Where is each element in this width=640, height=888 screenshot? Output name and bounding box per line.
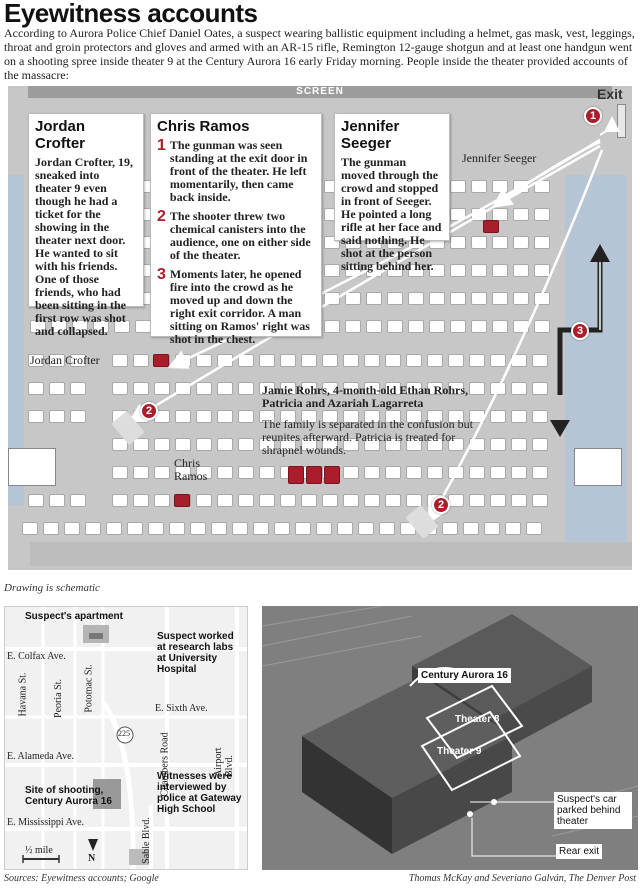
- seat: [492, 292, 508, 305]
- seat: [22, 522, 38, 535]
- seat: [345, 292, 361, 305]
- marker-3: 3: [571, 322, 589, 340]
- seat: [513, 180, 529, 193]
- seat: [112, 494, 128, 507]
- seat: [364, 354, 380, 367]
- seat: [196, 354, 212, 367]
- seat: [450, 264, 466, 277]
- seat: [511, 382, 527, 395]
- seat: [532, 410, 548, 423]
- highlighted-seat: [174, 494, 190, 507]
- seat: [324, 320, 340, 333]
- seat: [534, 320, 550, 333]
- seat: [532, 494, 548, 507]
- seat: [513, 320, 529, 333]
- highlighted-seat: [324, 466, 340, 484]
- ramos-item-text: The gunman was seen standing at the exit door in front of the theater. He left momentarily, then came back inside.: [169, 138, 308, 204]
- ramos-item-1: [157, 139, 315, 204]
- seat: [196, 494, 212, 507]
- seat: [511, 438, 527, 451]
- ramos-item-text: Moments later, he opened fire into the crowd as he moved up and down the right exit corridor. A man sitting on Ramos' right was shot in the chest.: [169, 267, 310, 346]
- tag-theater-9: Theater 9: [437, 746, 482, 757]
- seat: [490, 354, 506, 367]
- label-ramos-seat-1: Chris: [174, 456, 201, 470]
- seat: [280, 354, 296, 367]
- street-mississippi: E. Mississippi Ave.: [7, 817, 85, 828]
- seat: [301, 354, 317, 367]
- seat: [343, 466, 359, 479]
- ramos-item-number: 3: [157, 266, 166, 283]
- seat: [511, 354, 527, 367]
- ramos-item-number: 2: [157, 208, 166, 225]
- tag-century-aurora: Century Aurora 16: [418, 668, 511, 683]
- seat: [448, 494, 464, 507]
- seat: [337, 522, 353, 535]
- aerial-photo: [262, 606, 638, 870]
- street-chambers: Chambers Road: [159, 732, 171, 797]
- seat: [511, 466, 527, 479]
- seat: [463, 522, 479, 535]
- intro-text: According to Aurora Police Chief Daniel Oates, a suspect wearing ballistic equipment including a helmet, gas mask, vest, leggings, throat and groin protectors and gloves and armed with an AR-15 rifle, Remington 12-gauge shotgun and at least one handgun went on a shooting spree inside theater 9 at the Century Aurora 16 early Friday morning. People inside the theater provided accounts of the massacre:: [4, 26, 635, 82]
- seat: [450, 236, 466, 249]
- seat: [366, 292, 382, 305]
- seat: [196, 438, 212, 451]
- seat: [49, 410, 65, 423]
- left-side-box: [8, 448, 56, 486]
- seat: [135, 320, 151, 333]
- seat: [28, 494, 44, 507]
- panel-chris-ramos: [150, 113, 322, 346]
- seat: [469, 354, 485, 367]
- seat: [43, 522, 59, 535]
- ramos-item-number: 1: [157, 137, 166, 154]
- seat: [112, 354, 128, 367]
- seat: [532, 466, 548, 479]
- seat: [534, 236, 550, 249]
- seat: [106, 522, 122, 535]
- highlighted-seat: [288, 466, 304, 484]
- map-scale: ½ mile: [25, 845, 53, 856]
- ramos-item-text: The shooter threw two chemical canisters into the audience, one on either side of the theater.: [169, 209, 311, 262]
- seat: [343, 494, 359, 507]
- seat: [471, 236, 487, 249]
- seat: [238, 438, 254, 451]
- street-sable: Sable Blvd.: [140, 817, 152, 864]
- seat: [190, 522, 206, 535]
- seat: [232, 522, 248, 535]
- marker-2-left: 2: [140, 402, 158, 420]
- seat: [70, 410, 86, 423]
- label-family-account: The family is separated in the confusion but reunites afterward. Patricia is treated for shrapnel wounds.: [262, 417, 473, 457]
- seat: [259, 354, 275, 367]
- seat: [154, 438, 170, 451]
- seat: [366, 320, 382, 333]
- street-alameda: E. Alameda Ave.: [7, 751, 75, 762]
- seat: [385, 466, 401, 479]
- seat: [112, 382, 128, 395]
- seat: [513, 264, 529, 277]
- tag-theater-8: Theater 8: [455, 714, 500, 725]
- highlighted-seat: [153, 354, 169, 367]
- seat: [534, 292, 550, 305]
- callout-apartment: Suspect's apartment: [25, 611, 123, 622]
- highlighted-seat: [483, 220, 499, 233]
- seat: [408, 320, 424, 333]
- seat: [450, 180, 466, 193]
- seat: [64, 522, 80, 535]
- street-sixth: E. Sixth Ave.: [155, 703, 208, 714]
- aerial-buildings: [262, 606, 638, 870]
- seat: [154, 494, 170, 507]
- seat: [471, 264, 487, 277]
- callout-site: Site of shooting, Century Aurora 16: [25, 785, 112, 807]
- seat: [450, 208, 466, 221]
- seat: [492, 320, 508, 333]
- street-potomac: Potomac St.: [83, 664, 95, 713]
- seat: [70, 382, 86, 395]
- seat: [238, 382, 254, 395]
- seat: [253, 522, 269, 535]
- seeger-account: The gunman moved through the crowd and stopped in front of Seeger. He pointed a long rifle at her face and said nothing. He shot at the person sitting behind her.: [341, 155, 442, 273]
- label-family-names: Jamie Rohrs, 4-month-old Ethan Rohrs, Patricia and Azariah Lagarreta: [262, 383, 469, 410]
- seat: [490, 438, 506, 451]
- seeger-name: Jennifer Seeger: [341, 118, 400, 152]
- seat: [49, 494, 65, 507]
- seat: [471, 320, 487, 333]
- seat: [429, 292, 445, 305]
- seat: [387, 320, 403, 333]
- seat: [343, 354, 359, 367]
- crofter-account: Jordan Crofter, 19, sneaked into theater 9 even though he had a ticket for the showing in the theater next door. He wanted to sit with his friends. One of those friends, who had been sitting in the first row was shot and collapsed.: [35, 155, 133, 338]
- seat: [364, 466, 380, 479]
- seat: [469, 466, 485, 479]
- seat: [238, 410, 254, 423]
- seat: [513, 208, 529, 221]
- right-side-box: [574, 448, 622, 486]
- seat: [505, 522, 521, 535]
- seat: [427, 466, 443, 479]
- seat: [217, 354, 233, 367]
- seat: [28, 410, 44, 423]
- screen-bar: SCREEN: [28, 86, 612, 98]
- seat: [112, 466, 128, 479]
- callout-labs: Suspect worked at research labs at University Hospital: [157, 631, 234, 675]
- north-arrow: N: [88, 853, 96, 864]
- seat: [511, 410, 527, 423]
- ramos-item-2: [157, 210, 315, 262]
- seat: [196, 382, 212, 395]
- seat: [49, 382, 65, 395]
- seat: [169, 522, 185, 535]
- seat: [211, 522, 227, 535]
- credit: Thomas McKay and Severiano Galván, The Denver Post: [408, 873, 636, 884]
- street-airport: Airport Blvd.: [213, 747, 235, 777]
- seat: [385, 354, 401, 367]
- label-ramos-seat-2: Ramos: [174, 469, 208, 483]
- ramos-item-3: [157, 268, 315, 346]
- page-title: Eyewitness accounts: [4, 0, 258, 28]
- seat: [274, 522, 290, 535]
- seat: [358, 522, 374, 535]
- seat: [324, 264, 340, 277]
- seat: [408, 292, 424, 305]
- label-crofter-seat: Jordan Crofter: [30, 353, 100, 367]
- seat: [448, 354, 464, 367]
- seat: [324, 292, 340, 305]
- seat: [513, 292, 529, 305]
- seat: [406, 354, 422, 367]
- seat: [471, 292, 487, 305]
- seat: [490, 410, 506, 423]
- seat: [196, 410, 212, 423]
- seat: [154, 382, 170, 395]
- seat: [217, 494, 233, 507]
- seat: [70, 494, 86, 507]
- tag-suspects-car: Suspect's car parked behind theater: [554, 792, 632, 829]
- seat: [534, 264, 550, 277]
- seat: [133, 382, 149, 395]
- seat: [429, 320, 445, 333]
- seat: [492, 180, 508, 193]
- seat: [511, 494, 527, 507]
- seat: [492, 236, 508, 249]
- street-colfax: E. Colfax Ave.: [7, 651, 66, 662]
- seat: [175, 354, 191, 367]
- seat: [28, 382, 44, 395]
- seat: [484, 522, 500, 535]
- seat: [406, 466, 422, 479]
- marker-1: 1: [584, 107, 602, 125]
- marker-2-right: 2: [432, 496, 450, 514]
- seat: [379, 522, 395, 535]
- seat: [490, 466, 506, 479]
- sources: Sources: Eyewitness accounts; Google: [4, 873, 159, 884]
- seat: [490, 382, 506, 395]
- seat: [450, 320, 466, 333]
- schematic-note: Drawing is schematic: [4, 582, 100, 594]
- seat: [238, 354, 254, 367]
- seat: [217, 410, 233, 423]
- ramos-name: Chris Ramos: [157, 118, 250, 135]
- seat: [387, 292, 403, 305]
- seat: [295, 522, 311, 535]
- theater-back-walkway: [30, 542, 632, 566]
- seat: [322, 354, 338, 367]
- seat: [492, 264, 508, 277]
- panel-jordan-crofter: [28, 113, 144, 338]
- seat: [450, 292, 466, 305]
- seat: [316, 522, 332, 535]
- seat: [322, 494, 338, 507]
- seat: [345, 320, 361, 333]
- seat: [526, 522, 542, 535]
- seat: [217, 466, 233, 479]
- seat: [469, 494, 485, 507]
- seat: [259, 494, 275, 507]
- seat: [364, 494, 380, 507]
- right-exit-corridor: [565, 175, 627, 542]
- seat: [532, 382, 548, 395]
- seat: [534, 180, 550, 193]
- panel-jennifer-seeger: [334, 113, 450, 273]
- seat: [154, 466, 170, 479]
- seat: [175, 382, 191, 395]
- seat: [301, 494, 317, 507]
- seat: [133, 354, 149, 367]
- seat: [217, 438, 233, 451]
- exit-label: Exit: [597, 86, 623, 102]
- seat: [133, 466, 149, 479]
- seat: [534, 208, 550, 221]
- locator-map: [4, 606, 248, 870]
- seat: [175, 438, 191, 451]
- tag-rear-exit: Rear exit: [556, 844, 602, 859]
- seat: [217, 382, 233, 395]
- seat: [148, 522, 164, 535]
- seat: [448, 466, 464, 479]
- seat: [85, 522, 101, 535]
- seat: [385, 494, 401, 507]
- exit-door: [617, 104, 626, 138]
- street-havana: Havana St.: [17, 672, 29, 717]
- seat: [427, 354, 443, 367]
- seat: [532, 438, 548, 451]
- seat: [238, 494, 254, 507]
- map-highway: 225: [118, 729, 130, 738]
- label-seeger-seat: Jennifer Seeger: [462, 151, 537, 165]
- seat: [442, 522, 458, 535]
- highlighted-seat: [306, 466, 322, 484]
- seat: [280, 494, 296, 507]
- seat: [238, 466, 254, 479]
- callout-witnesses: Witnesses were interviewed by police at Gateway High School: [157, 771, 242, 815]
- seat: [471, 180, 487, 193]
- seat: [133, 494, 149, 507]
- seat: [490, 494, 506, 507]
- seat: [513, 236, 529, 249]
- seat: [259, 466, 275, 479]
- street-peoria: Peoria St.: [52, 679, 64, 718]
- seat: [127, 522, 143, 535]
- seat: [532, 354, 548, 367]
- crofter-name: Jordan Crofter: [35, 118, 86, 152]
- seat: [175, 410, 191, 423]
